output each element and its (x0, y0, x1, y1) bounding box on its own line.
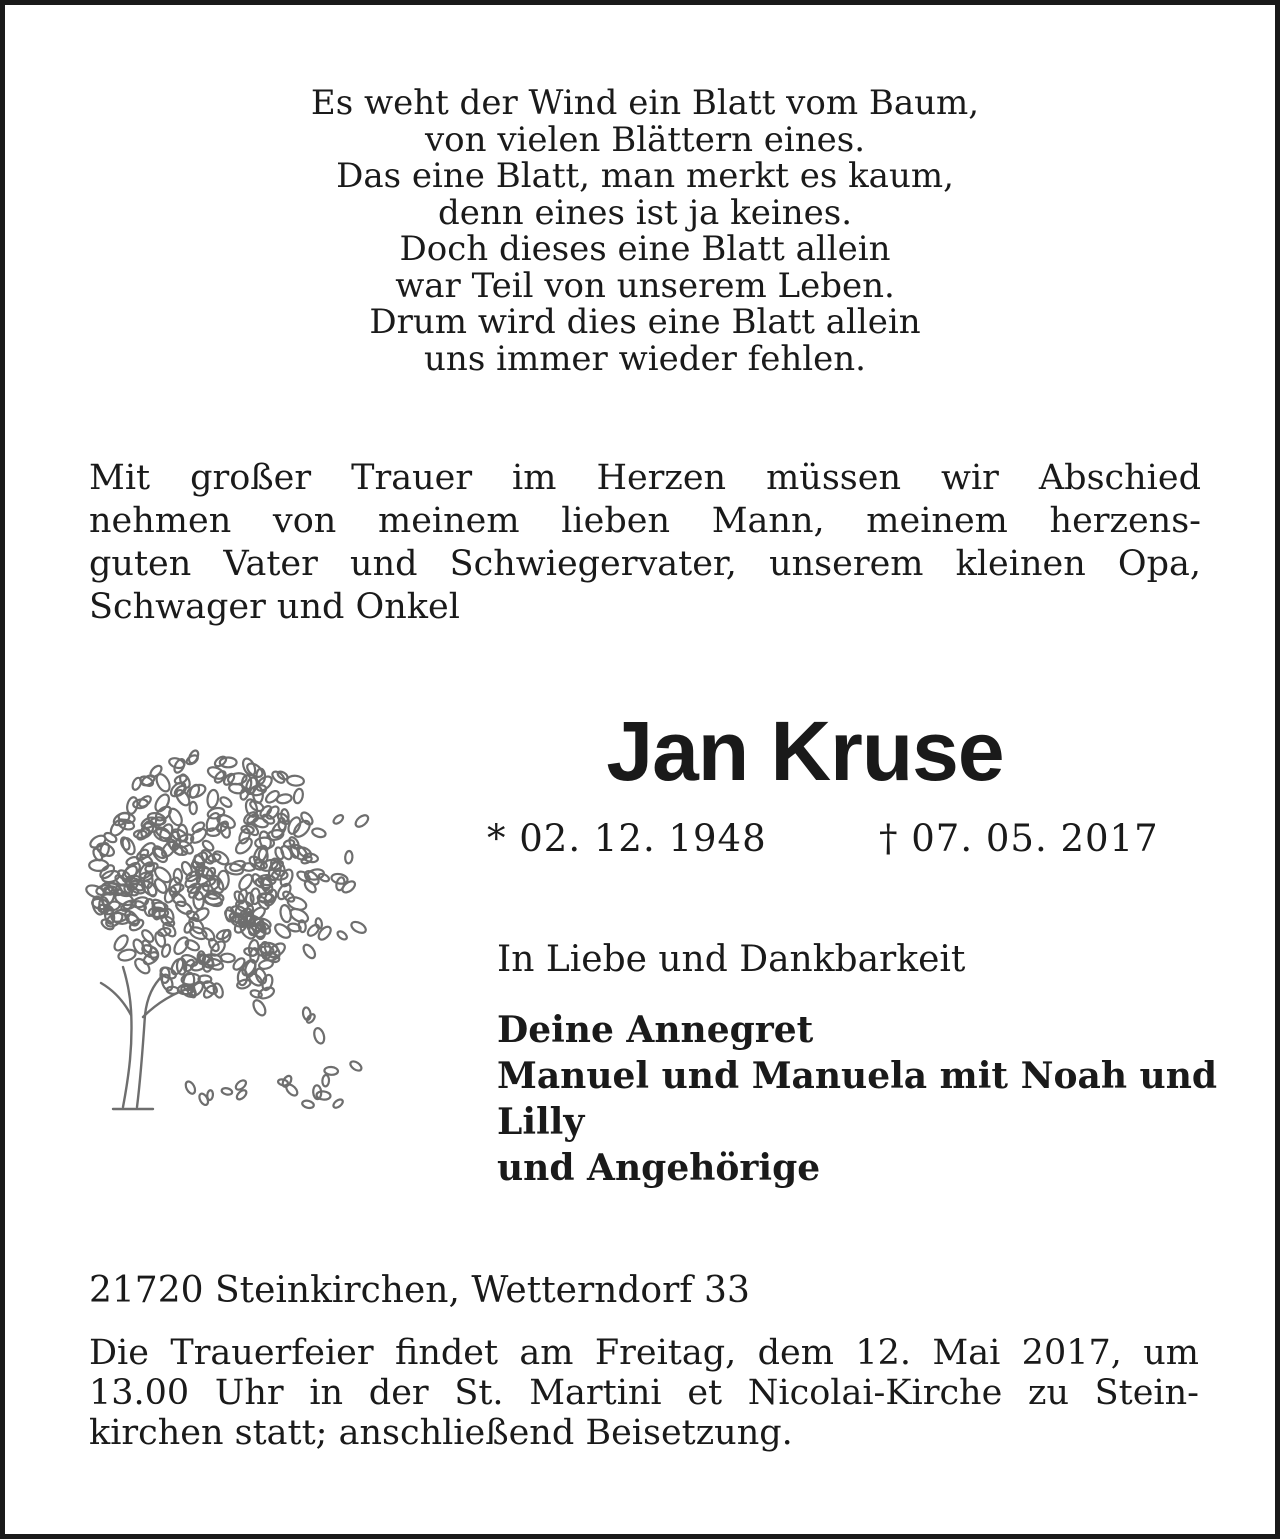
tree-canopy (85, 749, 371, 1109)
mourner-line: Manuel und Manuela mit Noah und (497, 1055, 1218, 1097)
intro-line: Schwager und Onkel (89, 587, 460, 627)
poem-line: Doch dieses eine Blatt allein (399, 229, 891, 269)
intro-line: Mit großer Trauer im Herzen müssen wir Abschied (89, 458, 1201, 498)
mourner-line: Lilly (497, 1101, 585, 1143)
intro-line: nehmen von meinem lieben Mann, meinem herzens- (89, 501, 1201, 541)
poem-line: Es weht der Wind ein Blatt vom Baum, (310, 83, 980, 123)
poem-line: von vielen Blättern eines. (424, 119, 866, 160)
deceased-name: Jan Kruse (606, 704, 1004, 798)
service-line: Die Trauerfeier findet am Freitag, dem 12. Mai 2017, um (89, 1333, 1199, 1373)
death-date: † 07. 05. 2017 (879, 817, 1159, 860)
intro-line: guten Vater und Schwiegervater, unserem kleinen Opa, (89, 544, 1201, 584)
poem (195, 85, 1095, 377)
poem-line: denn eines ist ja keines. (437, 192, 853, 233)
intro-text (89, 457, 1201, 629)
dedication-line: In Liebe und Dankbarkeit (497, 939, 966, 980)
family-address: 21720 Steinkirchen, Wetterndorf 33 (89, 1270, 750, 1311)
funeral-service-info (89, 1333, 1199, 1453)
windblown-tree-icon (53, 735, 373, 1115)
poem-line: Das eine Blatt, man merkt es kaum, (336, 156, 954, 196)
service-line: kirchen statt; anschließend Beisetzung. (89, 1413, 793, 1453)
birth-date: * 02. 12. 1948 (487, 817, 767, 860)
poem-line: uns immer wieder fehlen. (424, 338, 866, 379)
service-line: 13.00 Uhr in der St. Martini et Nicolai-Kirche zu Stein- (89, 1373, 1199, 1413)
mourner-line: und Angehörige (497, 1147, 821, 1189)
mourner-line: Deine Annegret (497, 1009, 814, 1051)
poem-line: Drum wird dies eine Blatt allein (369, 302, 921, 342)
poem-line: war Teil von unserem Leben. (395, 265, 895, 306)
mourners-list (497, 1007, 1217, 1191)
